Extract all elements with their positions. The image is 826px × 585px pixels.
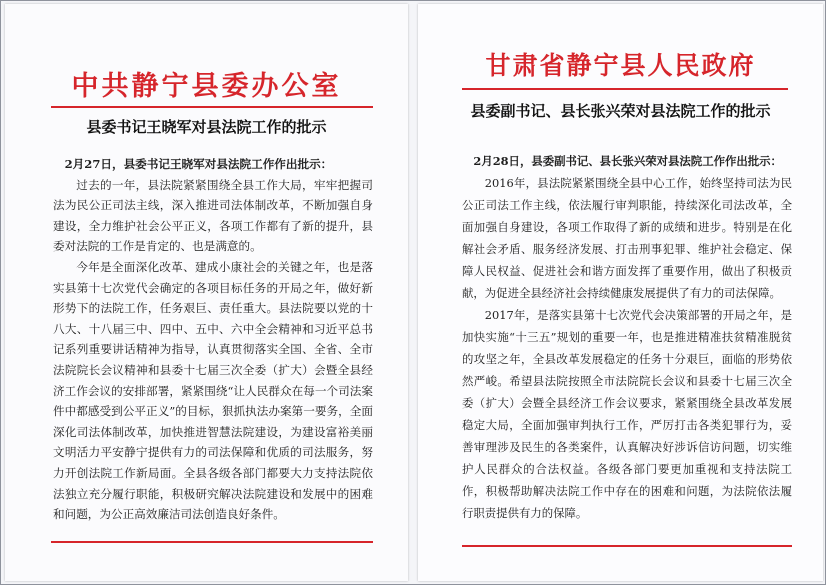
left-paragraph-1: 过去的一年，县法院紧紧围绕全县工作大局，牢牢把握司法为民公正司法主线，深入推进司法体制改革，不断加强自身建设，全力维护社会公平正义，各项工作都有了新的提升，县委对法院的工作是肯定的、也是满意的。 (53, 177, 373, 254)
right-paragraph-2: 2017年，是落实县第十七次党代会决策部署的开局之年，是加快实施“十三五”规划的重要一年，也是推进精准扶贫精准脱贫的攻坚之年，全县改革发展稳定的任务十分艰巨，面临的形势依然严峻。希望县法院按照全市法院院长会议和县委十七届三次全委（扩大）会暨全县经济工作会议要求，紧紧围绕全县改革发展稳定大局，全面加强审判执行工作，严厉打击各类犯罪行为，妥善审理涉及民生的各类案件，认真解决好涉诉信访问题，切实维护人民群众的合法权益。各级各部门要更加重视和支持法院工作，积极帮助解决法院工作中存在的困难和问题，为法院依法履行职责提供有力的保障。 (462, 308, 792, 520)
left-document-title: 县委书记王晓军对县法院工作的批示 (86, 118, 327, 136)
right-paragraph-1: 2016年，县法院紧紧围绕全县中心工作，始终坚持司法为民公正司法工作主线，依法履行审判职能，持续深化司法改革，全面加强自身建设，各项工作取得了新的成绩和进步。特别是在化解社会矛盾、服务经济发展、打击刑事犯罪、维护社会稳定、保障人民权益、促进社会和谐方面发挥了重要作用，做出了积极贡献，为促进全县经济社会持续健康发展提供了有力的司法保障。 (462, 176, 792, 300)
left-letterhead-rule (51, 106, 373, 108)
right-document-page (418, 4, 823, 581)
left-paragraph-2: 今年是全面深化改革、建成小康社会的关键之年，也是落实县第十七次党代会确定的各项目标任务的开局之年，做好新形势下的法院工作，任务艰巨、责任重大。县法院要以党的十八大、十八届三中、四中、五中、六中全会精神和习近平总书记系列重要讲话精神为指导，认真贯彻落实全国、全省、全市法院院长会议精神和县委十七届三次全委（扩大）会暨全县经济工作会议的安排部署，紧紧围绕“让人民群众在每一个司法案件中都感受到公平正义”的目标，狠抓执法办案第一要务，全面深化司法体制改革，加快推进智慧法院建设，为建设富裕美丽文明活力平安静宁提供有力的司法保障和优质的司法服务，努力开创法院工作新局面。全县各级各部门都要大力支持法院依法独立充分履行职能，积极研究解决法院建设和发展中的困难和问题，为公正高效廉洁司法创造良好条件。 (53, 259, 373, 522)
right-document-body (462, 150, 792, 524)
right-lead-line: 2月28日，县委副书记、县长张兴荣对县法院工作作出批示： (473, 154, 782, 168)
right-document-title: 县委副书记、县长张兴荣对县法院工作的批示 (470, 102, 771, 120)
left-footer-rule (51, 541, 373, 543)
right-letterhead-rule (462, 88, 788, 90)
left-lead-line: 2月27日，县委书记王晓军对县法院工作作出批示： (64, 157, 333, 171)
left-document-body (53, 154, 373, 525)
left-document-page (5, 4, 408, 581)
right-footer-rule (462, 545, 792, 547)
right-letterhead: 甘肃省静宁县人民政府 (485, 51, 756, 80)
left-letterhead: 中共静宁县委办公室 (71, 71, 342, 102)
